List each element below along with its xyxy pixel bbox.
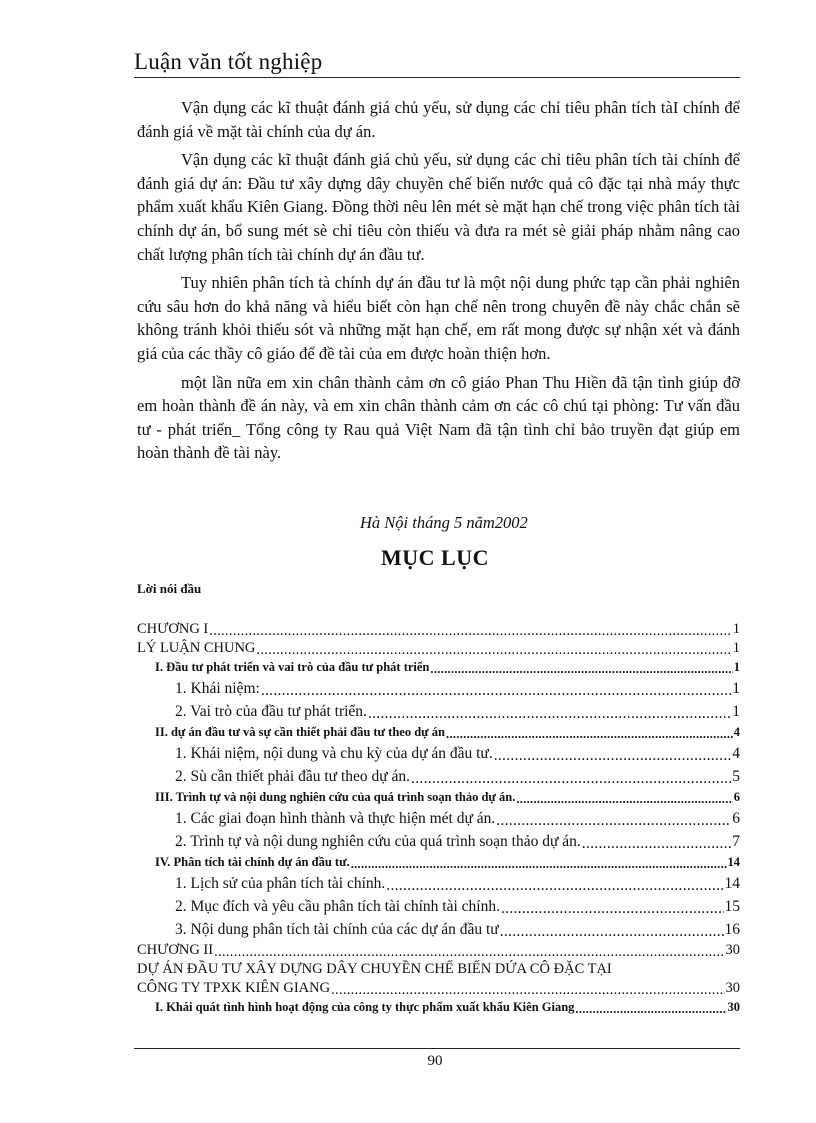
toc-entry-page: 1 [732, 680, 740, 697]
toc-entry [137, 700, 740, 723]
toc-leader-dots [575, 1005, 726, 1018]
toc-leader-dots [209, 625, 731, 640]
toc-entry-page: 5 [732, 768, 740, 785]
toc-leader-dots [214, 946, 724, 961]
toc-entry-page: 30 [727, 1000, 740, 1014]
toc-entry [137, 677, 740, 700]
toc-entry-title: 2. Vai trò của đầu tư phát triển. [175, 703, 367, 720]
body-text [137, 96, 740, 470]
toc-entry-title: 1. Khái niệm, nội dung và chu kỳ của dự án đầu tư. [175, 745, 493, 762]
toc-entry-title: 1. Lịch sử của phân tích tài chính. [175, 875, 386, 892]
toc-entry [137, 941, 740, 960]
toc-entry [137, 979, 740, 998]
toc-entry-title: I. Khái quát tình hình hoạt động của công ty thực phẩm xuất khẩu Kiên Giang [155, 1000, 575, 1014]
toc-entry-page: 1 [733, 660, 740, 674]
toc-entry-title: 2. Trình tự và nội dung nghiên cứu của quá trình soạn thảo dự án. [175, 833, 581, 850]
toc-entry [137, 918, 740, 941]
toc-entry-title: 3. Nội dung phân tích tài chính của các dự án đầu tư [175, 921, 499, 938]
toc-leader-dots [430, 665, 732, 678]
toc-entry [137, 620, 740, 639]
toc-leader-dots [494, 750, 732, 766]
toc-entry-title: LÝ LUẬN CHUNG [137, 640, 256, 656]
toc-entry-title: 1. Các giai đoạn hình thành và thực hiện mét dự án. [175, 810, 496, 827]
toc-entry-page: 1 [732, 640, 740, 656]
toc-entry-page: 6 [732, 810, 740, 827]
paragraph-3: Tuy nhiên phân tích tà chính dự án đầu tư là một nội dung phức tạp cần phải nghiên cứu sâu hơn do khả năng và hiểu biết còn hạn chế nên trong chuyên đề này chắc chắn sẽ không tránh khỏi thiếu sót và những mặt hạn chế, em rất mong được sự nhận xét và đánh giá của các thầy cô giáo để đề tài của em được hoàn thiện hơn. [137, 273, 740, 363]
paragraph-2: Vận dụng các kĩ thuật đánh giá chủ yếu, sử dụng các chỉ tiêu phân tích tài chính để đánh giá dự án: Đầu tư xây dựng dây chuyền chế biến nước quả cô đặc tại nhà máy thực phẩm xuất khẩu Kiên Giang. Đồng thời nêu lên mét sè mặt hạn chế trong việc phân tích tài chính dự án, bổ sung mét sè chỉ tiêu còn thiếu và đưa ra mét sè giải pháp nhằm nâng cao chất lượng phân tích tài chính dự án đầu tư. [137, 150, 740, 264]
toc-leader-dots [496, 815, 731, 831]
toc-entry [137, 723, 740, 742]
toc-entry-page: 30 [725, 942, 740, 958]
toc-entry-page: 4 [733, 725, 740, 739]
toc-title: MỤC LỤC [381, 545, 489, 570]
toc-entry-page: 6 [733, 790, 740, 804]
toc-entry-page: 30 [725, 980, 740, 996]
toc-entry-page: 14 [727, 855, 740, 869]
toc-entry-title: 2. Mục đích và yêu cầu phân tích tài chính tài chính. [175, 898, 500, 915]
toc-entry-title: III. Trình tự và nội dung nghiên cứu của quá trình soạn thảo dự án. [155, 790, 516, 804]
page-header: Luận văn tốt nghiệp [134, 47, 740, 78]
toc-entry [137, 895, 740, 918]
toc-entry-page: 7 [732, 833, 740, 850]
toc-leader-dots [516, 795, 732, 808]
toc-entry [137, 639, 740, 658]
toc-leader-dots [446, 730, 733, 743]
toc-entry [137, 658, 740, 677]
toc-leader-dots [351, 860, 727, 873]
toc-entry-page: 16 [724, 921, 740, 938]
toc-leader-dots [368, 708, 731, 724]
toc-leader-dots [411, 773, 731, 789]
toc-entry-page: 4 [732, 745, 740, 762]
toc-entry [137, 830, 740, 853]
footer-divider [134, 1048, 740, 1049]
table-of-contents [137, 620, 740, 1017]
toc-entry-page: 1 [732, 703, 740, 720]
toc-entry-title: CHƯƠNG I [137, 621, 209, 637]
toc-leader-dots [501, 903, 724, 919]
toc-entry [137, 765, 740, 788]
signature-date: Hà Nội tháng 5 năm2002 [360, 513, 528, 532]
toc-entry [137, 788, 740, 807]
toc-entry-page: 1 [732, 621, 740, 637]
toc-leader-dots [261, 685, 731, 701]
toc-leader-dots [331, 984, 724, 999]
toc-entry [137, 872, 740, 895]
paragraph-4: một lần nữa em xin chân thành cảm ơn cô giáo Phan Thu Hiền đã tận tình giúp đỡ em hoàn thành đề án này, và em xin chân thành cảm ơn các cô chú tại phòng: Tư vấn đầu tư - phát triển_ Tổng công ty Rau quả Việt Nam đã tận tình chỉ bảo truyền đạt giúp em hoàn thành đề tài này. [137, 372, 740, 463]
toc-entry-title: I. Đầu tư phát triển và vai trò của đầu tư phát triển [155, 660, 430, 674]
toc-entry-title: 2. Sù cần thiết phải đầu tư theo dự án. [175, 768, 411, 785]
toc-entry-title: II. dự án đầu tư và sự cần thiết phải đầu tư theo dự án [155, 725, 446, 739]
toc-leader-dots [500, 926, 724, 942]
toc-entry [137, 807, 740, 830]
paragraph-1: Vận dụng các kĩ thuật đánh giá chủ yếu, sử dụng các chỉ tiêu phân tích tàI chính để đánh giá về mặt tài chính của dự án. [137, 98, 740, 141]
toc-entry [137, 742, 740, 765]
page-number: 90 [427, 1053, 443, 1069]
toc-entry [137, 853, 740, 872]
toc-leader-dots [256, 644, 731, 659]
toc-entry-title: DỰ ÁN ĐẦU TƯ XÂY DỰNG DÂY CHUYỀN CHẾ BIẾN DỨA CÔ ĐẶC TẠI [137, 961, 612, 977]
toc-leader-dots [582, 838, 731, 854]
toc-entry-title: IV. Phân tích tài chính dự án đầu tư. [155, 855, 350, 869]
toc-entry-page: 14 [724, 875, 740, 892]
toc-entry [137, 998, 740, 1017]
toc-entry [137, 960, 740, 979]
foreword-heading: Lời nói đầu [137, 581, 202, 596]
toc-entry-title: CHƯƠNG II [137, 942, 214, 958]
toc-entry-title: CÔNG TY TPXK KIÊN GIANG [137, 980, 331, 996]
toc-entry-title: 1. Khái niệm: [175, 680, 260, 697]
toc-entry-page: 15 [724, 898, 740, 915]
toc-leader-dots [386, 880, 723, 896]
